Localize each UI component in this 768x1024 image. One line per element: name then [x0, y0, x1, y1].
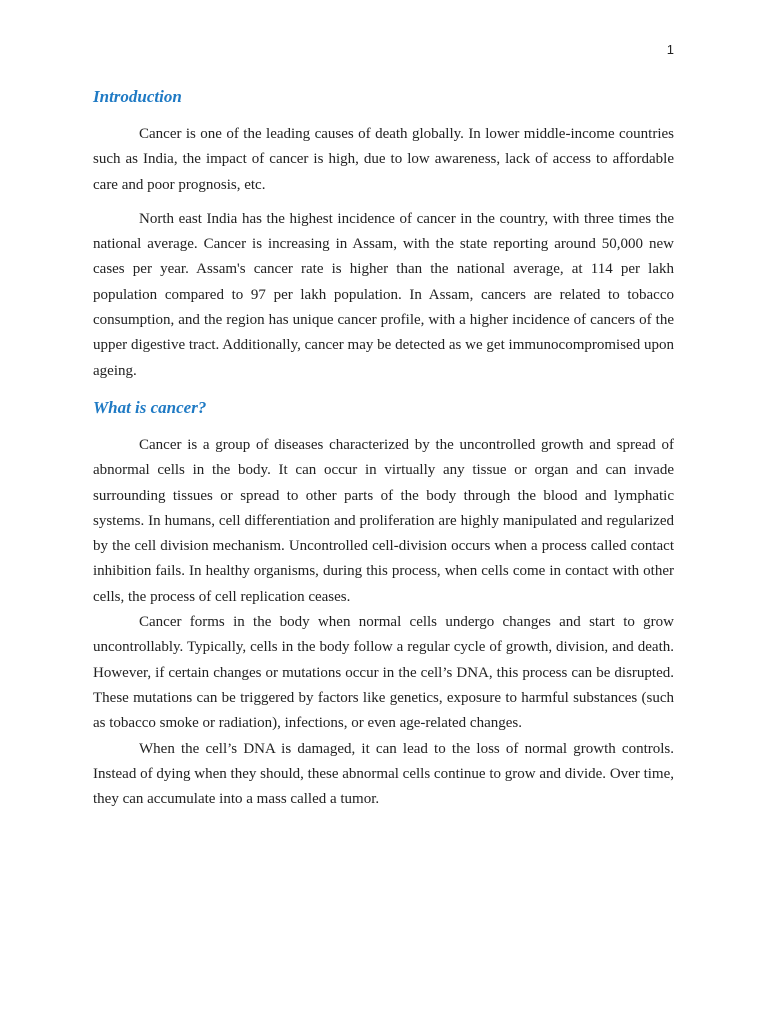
heading-introduction: Introduction — [93, 87, 182, 106]
cancer-paragraph-2: Cancer forms in the body when normal cells undergo changes and start to grow uncontrollably. Typically, cells in the body follow a regular cycle of growth, division, and death. However, if certain changes or mutations occur in the cell’s DNA, this process can be disrupted. These mutations can be triggered by factors like genetics, exposure to harmful substances (such as tobacco smoke or radiation), infections, or even age-related changes. — [93, 614, 674, 732]
heading-what-is-cancer: What is cancer? — [93, 397, 207, 417]
cancer-paragraph-1: Cancer is a group of diseases characterized by the uncontrolled growth and spread of abnormal cells in the body. It can occur in virtually any tissue or organ and can invade surrounding tissues or spread to other parts of the body through the blood and lymphatic systems. In humans, cell differentiation and proliferation are highly manipulated and regularized by the cell division mechanism. Uncontrolled cell-division occurs when a process called contact inhibition fails. In healthy organisms, during this process, when cells come in contact with other cells, the process of cell replication ceases. — [93, 436, 674, 605]
document-body — [93, 86, 674, 812]
intro-paragraph-2: North east India has the highest incidence of cancer in the country, with three times the national average. Cancer is increasing in Assam, with the state reporting around 50,000 new cases per year. Assam's cancer rate is higher than the national average, at 114 per lakh population compared to 97 per lakh population. In Assam, cancers are related to tobacco consumption, and the region has unique cancer profile, with a higher incidence of cancers of the upper digestive tract. Additionally, cancer may be detected as we get immunocompromised upon ageing. — [93, 210, 674, 379]
intro-paragraph-1: Cancer is one of the leading causes of death globally. In lower middle-income countries such as India, the impact of cancer is high, due to low awareness, lack of access to affordable care and poor prognosis, etc. — [93, 126, 674, 193]
cancer-paragraph-3: When the cell’s DNA is damaged, it can lead to the loss of normal growth controls. Instead of dying when they should, these abnormal cells continue to grow and divide. Over time, they can accumulate into a mass called a tumor. — [93, 740, 674, 808]
page-number: 1 — [666, 42, 674, 57]
